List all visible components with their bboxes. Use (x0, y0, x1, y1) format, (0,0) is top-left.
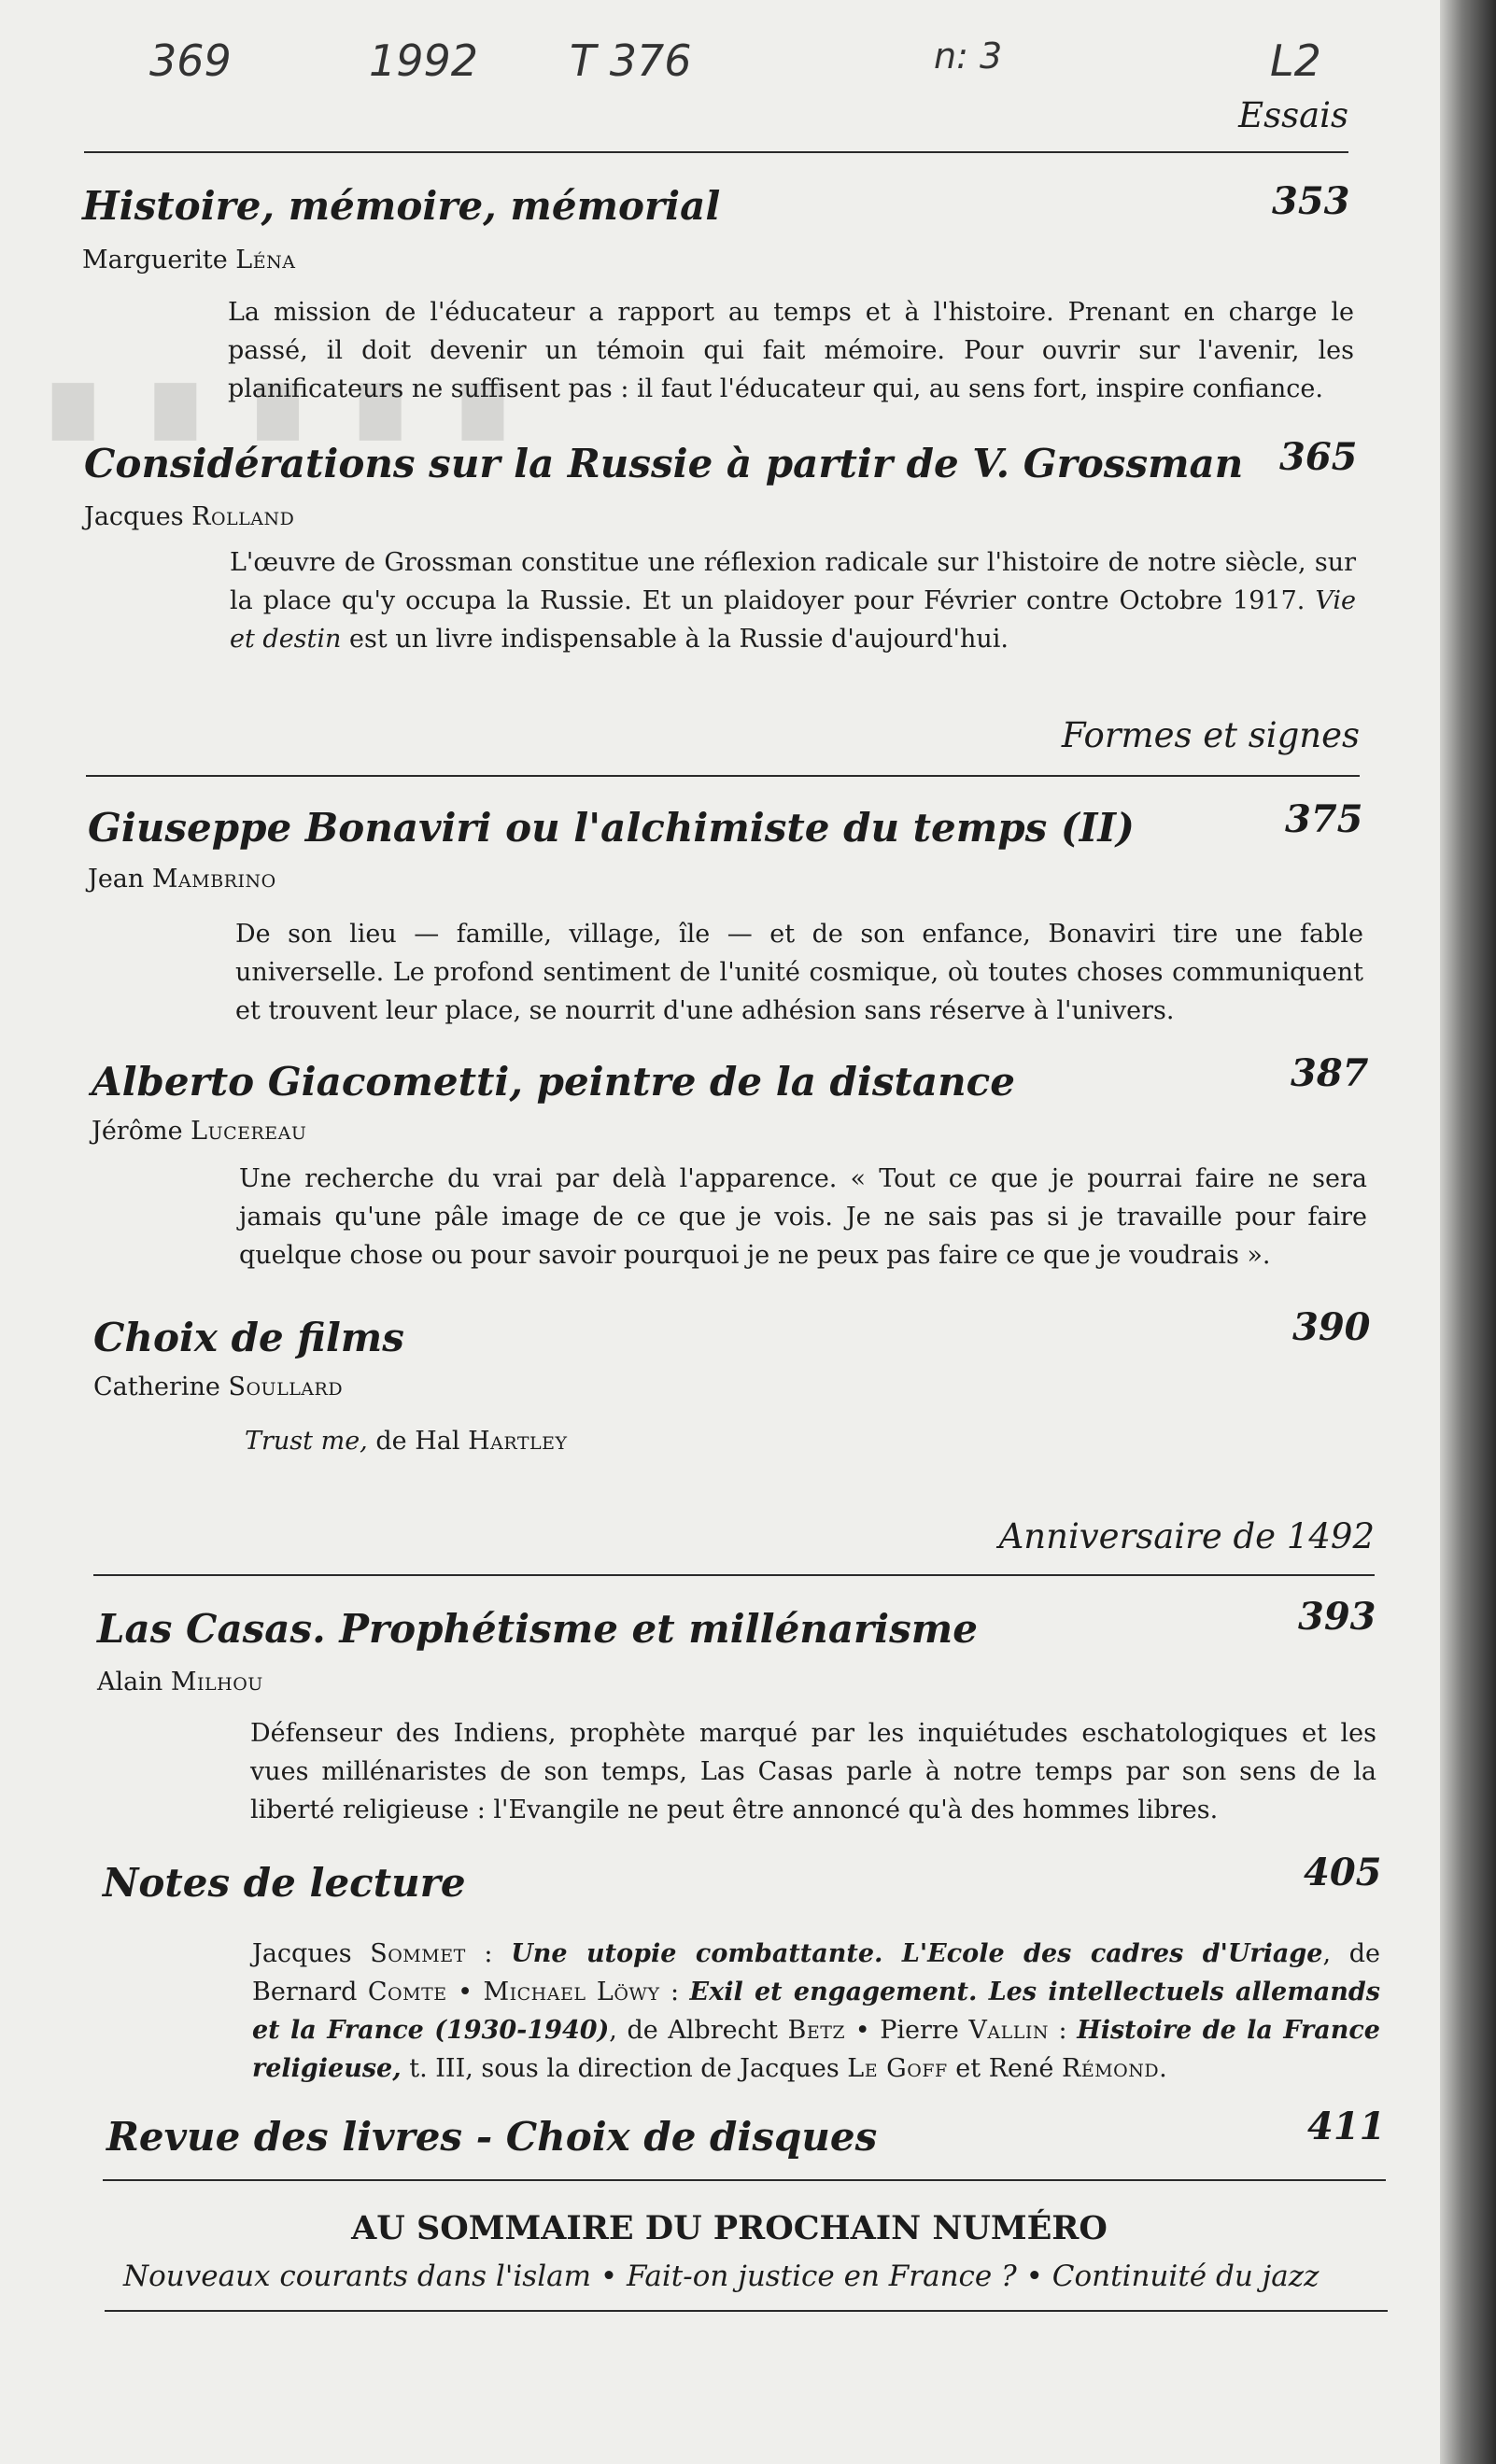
entry-page: 405 (1304, 1851, 1382, 1894)
entry-page: 353 (1272, 179, 1350, 223)
entry-abstract: De son lieu — famille, village, île — et de son enfance, Bonaviri tire une fable universelle. Le profond sentiment de l'unité cosmique, où toutes choses communiquent et trouvent leur place, se nourrit d'une adhésion sans réserve à l'univers. (235, 920, 1363, 1025)
note-text: , de Albrecht (609, 2016, 778, 2045)
film-by: de Hal (375, 1427, 460, 1456)
entry-abstract: La mission de l'éducateur a rapport au temps et à l'histoire. Prenant en charge le passé, il doit devenir un témoin qui fait mémoire. Pour ouvrir sur l'avenir, les planificateurs ne suffisent pas : il faut l'éducateur qui, au sens fort, inspire confiance. (228, 298, 1354, 403)
author-last: Rolland (191, 502, 295, 531)
section-formes-et-signes: Formes et signes (1061, 715, 1360, 755)
rule-footer-top (103, 2179, 1386, 2181)
note-book-title: Exil et engagement. Les intellectuels allemands et la France (1930-1940) (252, 1978, 1380, 2045)
handwritten-note-3: T 376 (570, 35, 692, 86)
next-issue-topic: Nouveaux courants dans l'islam (123, 2260, 591, 2293)
entry-abstract: Une recherche du vrai par delà l'apparence. « Tout ce que je pourrai faire ne sera jamais qu'une pâle image de ce que je vois. Je ne sais pas si je travaille pour faire quelque chose ou pour savoir pourquoi je ne peux pas faire ce que je voudrais ». (239, 1164, 1367, 1270)
entry-author (88, 865, 276, 894)
film-director: Hartley (468, 1427, 568, 1456)
entry-page: 390 (1292, 1305, 1371, 1349)
handwritten-note-5: L2 (1270, 35, 1321, 86)
author-first: Jean (88, 865, 145, 894)
abstract-text: est un livre indispensable à la Russie d'aujourd'hui. (349, 625, 1009, 654)
entry-title[interactable]: Notes de lecture (103, 1860, 466, 1906)
author-first: Alain (97, 1668, 163, 1697)
entry-abstract (230, 543, 1356, 658)
entry-title[interactable]: Revue des livres - Choix de disques (106, 2114, 878, 2160)
note-author: Comte (367, 1978, 447, 2006)
note-author: Pierre (880, 2016, 959, 2045)
entry-page: 411 (1307, 2105, 1386, 2148)
rule-anniversaire (93, 1574, 1375, 1576)
section-anniversaire: Anniversaire de 1492 (998, 1516, 1375, 1556)
author-first: Marguerite (82, 246, 228, 275)
next-issue-heading: AU SOMMAIRE DU PROCHAIN NUMÉRO (351, 2209, 1108, 2247)
author-first: Jacques (84, 502, 184, 531)
note-text: et René (955, 2054, 1054, 2083)
section-essais: Essais (1238, 95, 1348, 135)
entry-author (92, 1117, 306, 1146)
author-last: Lucereau (191, 1117, 307, 1146)
book-title: Vie et destin (230, 586, 1356, 654)
note-text: . (1159, 2054, 1167, 2083)
entry-page: 375 (1285, 797, 1363, 841)
next-issue-topics: Nouveaux courants dans l'islam • Fait-on justice en France ? • Continuité du jazz (123, 2260, 1320, 2293)
entry-title[interactable]: Las Casas. Prophétisme et millénarisme (97, 1606, 978, 1652)
entry-title[interactable]: Choix de films (93, 1315, 404, 1360)
entry-author (93, 1373, 343, 1401)
author-last: Mambrino (151, 865, 276, 894)
note-author: Rémond (1061, 2054, 1160, 2083)
rule-footer-bottom (105, 2310, 1388, 2312)
note-book-title: Une utopie combattante. L'Ecole des cadres d'Uriage (511, 1939, 1323, 1968)
note-text: , de Bernard (252, 1939, 1380, 2006)
author-last: Soullard (228, 1373, 344, 1401)
rule-formes (86, 775, 1360, 777)
binding-edge (1440, 0, 1496, 2464)
author-first: Jérôme (92, 1117, 183, 1146)
entry-page: 387 (1291, 1051, 1369, 1095)
film-entry (245, 1427, 568, 1456)
note-author: Michael (483, 1978, 586, 2006)
handwritten-note-1: 369 (149, 35, 232, 86)
abstract-text: L'œuvre de Grossman constitue une réflexion radicale sur l'histoire de notre siècle, sur la place qu'y occupa la Russie. Et un plaidoyer pour Février contre Octobre 1917. (230, 548, 1356, 615)
author-first: Catherine (93, 1373, 220, 1401)
entry-abstract: Défenseur des Indiens, prophète marqué par les inquiétudes eschatologiques et les vues millénaristes de son temps, Las Casas parle à notre temps par son sens de la liberté religieuse : l'Evangile ne peut être annoncé qu'à des hommes libres. (250, 1719, 1376, 1824)
next-issue-topic: Fait-on justice en France ? (626, 2260, 1017, 2293)
entry-page: 393 (1298, 1595, 1376, 1639)
notes-de-lecture-list: Jacques Sommet : Une utopie combattante. L'Ecole des cadres d'Uriage, de Bernard Comte • Michael Löwy : Exil et engagement. Les intellectuels allemands et la France (1930-1940), de Albrecht Betz • Pierre Vallin : Histoire de la France religieuse, t. III, sous la direction de Jacques Le Goff et René Rémond. (252, 1939, 1380, 2083)
note-author: Sommet (370, 1939, 466, 1968)
note-author: Jacques (252, 1939, 352, 1968)
author-last: Léna (235, 246, 296, 275)
rule-essais (84, 151, 1348, 153)
film-title: Trust me, (245, 1427, 368, 1456)
note-author: Vallin (968, 2016, 1049, 2045)
note-author: Löwy (596, 1978, 660, 2006)
entry-title[interactable]: Giuseppe Bonaviri ou l'alchimiste du temps (II) (88, 805, 1135, 851)
note-author: Le Goff (847, 2054, 948, 2083)
note-text: t. III, sous la direction de Jacques (409, 2054, 840, 2083)
handwritten-note-4: n: 3 (934, 35, 1003, 77)
entry-title[interactable]: Alberto Giacometti, peintre de la distance (92, 1059, 1015, 1105)
entry-title[interactable]: Considérations sur la Russie à partir de V. Grossman (84, 441, 1244, 486)
author-last: Milhou (170, 1668, 263, 1697)
handwritten-note-2: 1992 (369, 35, 479, 86)
entry-author (97, 1668, 263, 1697)
entry-author (84, 502, 294, 531)
entry-title[interactable]: Histoire, mémoire, mémorial (82, 183, 721, 229)
entry-page: 365 (1279, 435, 1358, 479)
next-issue-topic: Continuité du jazz (1051, 2260, 1320, 2293)
show-through-decoration: ∎ ∎ ∎ ∎ ∎ (37, 338, 519, 463)
entry-author (82, 246, 295, 275)
note-book-title: Histoire de la France religieuse, (252, 2016, 1380, 2083)
note-author: Betz (787, 2016, 846, 2045)
